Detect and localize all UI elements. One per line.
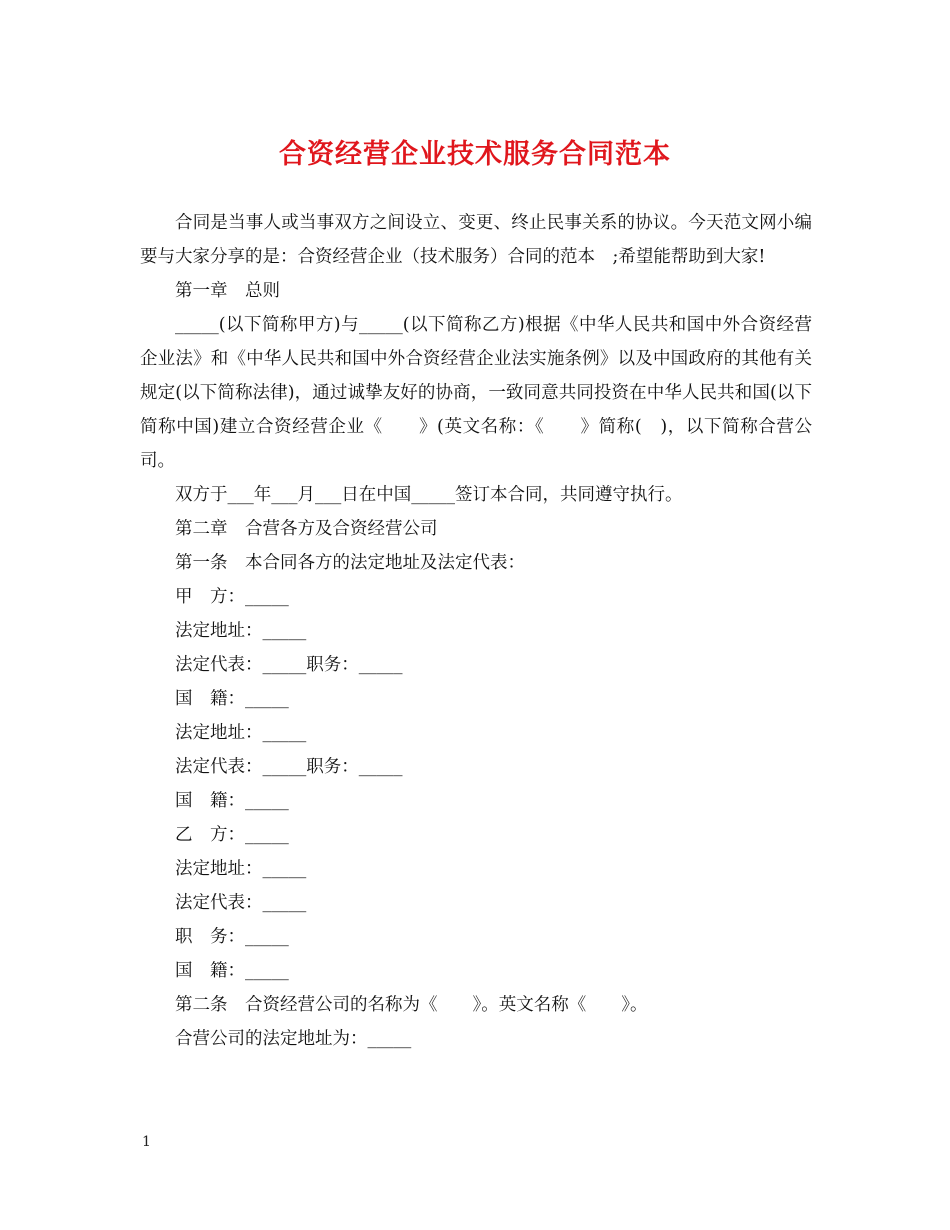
party-a2-address-line: 法定地址：_____ xyxy=(175,723,307,743)
document-title: 合资经营企业技术服务合同范本 xyxy=(279,139,671,170)
preamble-paragraph: _____(以下简称甲方)与_____(以下简称乙方)根据《中华人民共和国中外合资经营企业法》和《中华人民共和国中外合资经营企业法实施条例》以及中国政府的其他有关规定(以下简称法律)，通过诚挚友好的协商，一致同意共同投资在中华人民共和国(以下简称中国)建立合资经营企业《 》(英文名称：《 》简称( )，以下简称合营公司。 xyxy=(140,315,812,471)
company-address-line: 合营公司的法定地址为：_____ xyxy=(175,1029,412,1049)
party-a2-representative-line: 法定代表：_____职务：_____ xyxy=(175,757,403,777)
chapter-1-heading: 第一章 总则 xyxy=(175,281,280,301)
party-a-line: 甲 方：_____ xyxy=(175,587,289,607)
party-b-line: 乙 方：_____ xyxy=(175,825,289,845)
document-body xyxy=(140,206,812,1056)
party-a-address-line: 法定地址：_____ xyxy=(175,621,307,641)
party-b-nationality-line: 国 籍：_____ xyxy=(175,961,289,981)
page-number: 1 xyxy=(142,1134,151,1150)
article-1-heading: 第一条 本合同各方的法定地址及法定代表： xyxy=(175,553,525,573)
article-2-heading: 第二条 合资经营公司的名称为《 》。英文名称《 》。 xyxy=(175,995,648,1015)
party-b-position-line: 职 务：_____ xyxy=(175,927,289,947)
party-a-representative-line: 法定代表：_____职务：_____ xyxy=(175,655,403,675)
intro-paragraph: 合同是当事人或当事双方之间设立、变更、终止民事关系的协议。今天范文网小编要与大家分享的是：合资经营企业（技术服务）合同的范本 ;希望能帮助到大家! xyxy=(140,213,812,267)
party-b-address-line: 法定地址：_____ xyxy=(175,859,307,879)
party-b-representative-line: 法定代表：_____ xyxy=(175,893,307,913)
party-a2-nationality-line: 国 籍：_____ xyxy=(175,791,289,811)
party-a-nationality-line: 国 籍：_____ xyxy=(175,689,289,709)
chapter-2-heading: 第二章 合营各方及合资经营公司 xyxy=(175,519,438,539)
signing-paragraph: 双方于___年___月___日在中国_____签订本合同，共同遵守执行。 xyxy=(175,485,683,505)
